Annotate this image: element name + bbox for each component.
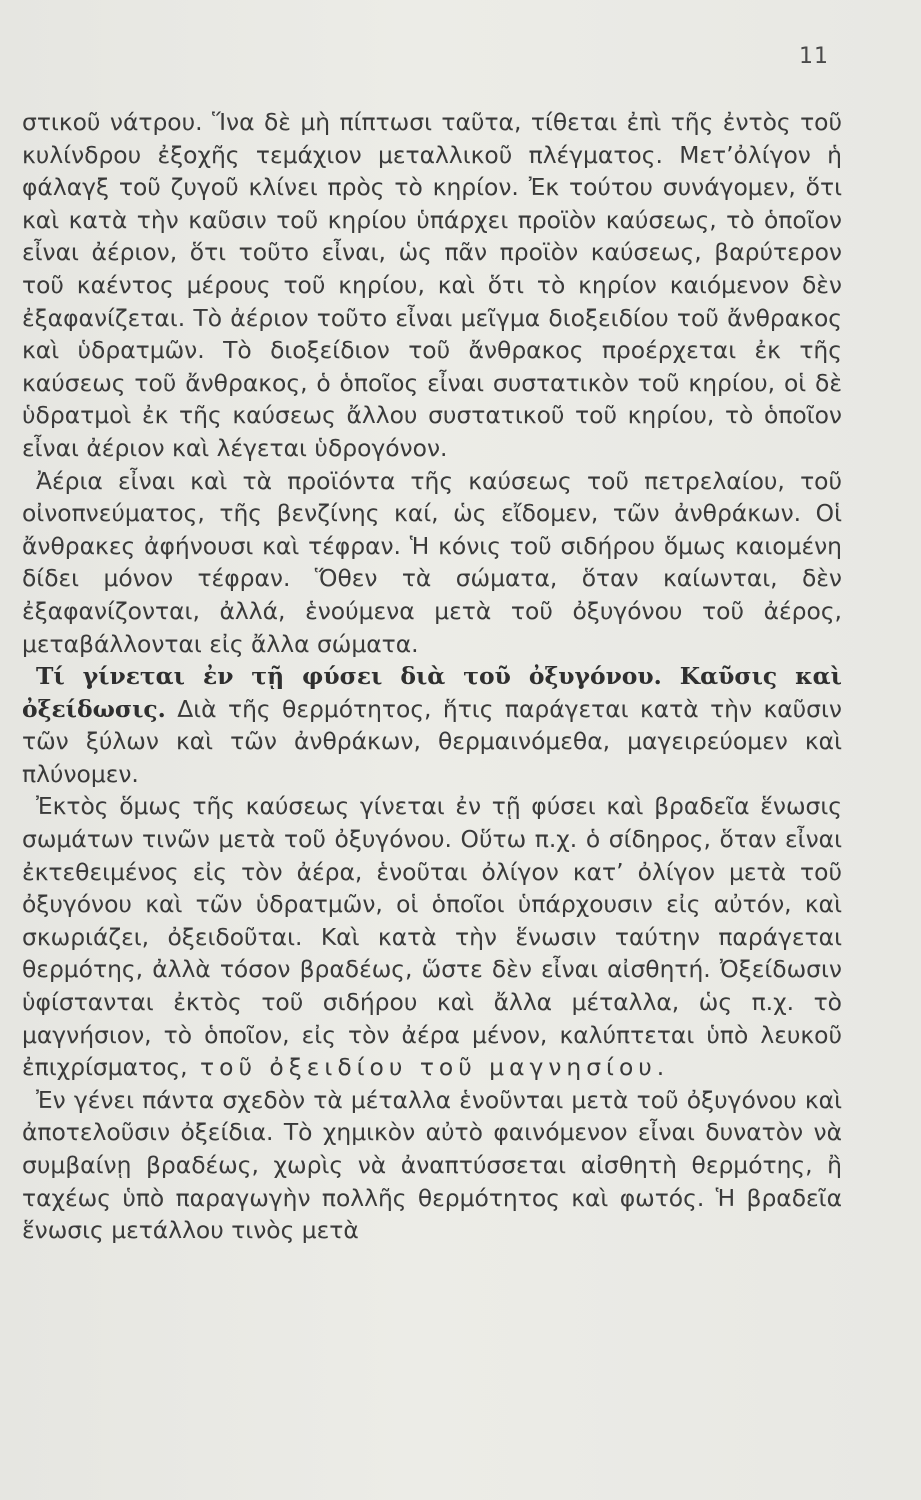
paragraph-4-text: Ἐκτὸς ὅμως τῆς καύσεως γίνεται ἐν τῇ φύσει καὶ βραδεῖα ἕνωσις σωμάτων τινῶν μετὰ τοῦ ὀξυγόνου. Οὕτω π.χ. ὁ σίδηρος, ὅταν εἶναι ἐκτεθειμένος εἰς τὸν ἀέρα, ἑνοῦται ὀλίγον κατ’ ὀλίγον μετὰ τοῦ ὀξυγόνου καὶ τῶν ὑδρατμῶν, οἱ ὁποῖοι ὑπάρχουσιν εἰς αὐτόν, καὶ σκωριάζει, ὀξειδοῦται. Καὶ κατὰ τὴν ἕνωσιν ταύτην παράγεται θερμότης, ἀλλὰ τόσον βραδέως, ὥστε δὲν εἶναι αἰσθητή. Ὀξείδωσιν ὑφίστανται ἐκτὸς τοῦ σιδήρου καὶ ἄλλα μέταλλα, ὡς π.χ. τὸ μαγνήσιον, τὸ ὁποῖον, εἰς τὸν ἀέρα μένον, καλύπτεται ὑπὸ λευκοῦ ἐπιχρίσματος, [22,792,842,1082]
body-text [22,106,842,1247]
spaced-emphasis: τοῦ ὀξειδίου τοῦ μαγνησίου. [187,1053,670,1082]
paragraph-1: στικοῦ νάτρου. Ἵνα δὲ μὴ πίπτωσι ταῦτα, τίθεται ἐπὶ τῆς ἐντὸς τοῦ κυλίνδρου ἐξοχῆς τεμάχιον μεταλλικοῦ πλέγματος. Μετ’ὀλίγον ἡ φάλαγξ τοῦ ζυγοῦ κλίνει πρὸς τὸ κηρίον. Ἐκ τούτου συνάγομεν, ὅτι καὶ κατὰ τὴν καῦσιν τοῦ κηρίου ὑπάρχει προϊὸν καύσεως, τὸ ὁποῖον εἶναι ἀέριον, ὅτι τοῦτο εἶναι, ὡς πᾶν προϊὸν καύσεως, βαρύτερον τοῦ καέντος μέρους τοῦ κηρίου, καὶ ὅτι τὸ κηρίον καιόμενον δὲν ἐξαφανίζεται. Τὸ ἀέριον τοῦτο εἶναι μεῖγμα διοξειδίου τοῦ ἄνθρακος καὶ ὑδρατμῶν. Τὸ διοξείδιον τοῦ ἄνθρακος προέρχεται ἐκ τῆς καύσεως τοῦ ἄνθρακος, ὁ ὁποῖος εἶναι συστατικὸν τοῦ κηρίου, οἱ δὲ ὑδρατμοὶ ἐκ τῆς καύσεως ἄλλου συστατικοῦ τοῦ κηρίου, τὸ ὁποῖον εἶναι ἀέριον καὶ λέγεται ὑδρογόνον. [22,108,842,462]
section-heading: Τί γίνεται ἐν τῇ φύσει διὰ τοῦ ὀξυγόνου. Καῦσις καὶ ὀξείδωσις. [22,662,842,723]
section-text: Διὰ τῆς θερμότητος, ἥτις παράγεται κατὰ τὴν καῦσιν τῶν ξύλων καὶ τῶν ἀνθράκων, θερμαινόμεθα, μαγειρεύομεν καὶ πλύνομεν. [22,694,842,788]
page-number: 11 [799,44,829,69]
paragraph-5: Ἐν γένει πάντα σχεδὸν τὰ μέταλλα ἑνοῦνται μετὰ τοῦ ὀξυγόνου καὶ ἀποτελοῦσιν ὀξείδια. Τὸ χημικὸν αὐτὸ φαινόμενον εἶναι δυνατὸν νὰ συμβαίνῃ βραδέως, χωρὶς νὰ ἀναπτύσσεται αἰσθητὴ θερμότης, ἢ ταχέως ὑπὸ παραγωγὴν πολλῆς θερμότητος καὶ φωτός. Ἡ βραδεῖα ἕνωσις μετάλλου τινὸς μετὰ [22,1085,842,1245]
paragraph-3 [22,660,842,790]
paragraph-4 [22,790,842,1083]
paragraph-2: Ἀέρια εἶναι καὶ τὰ προϊόντα τῆς καύσεως τοῦ πετρελαίου, τοῦ οἰνοπνεύματος, τῆς βενζίνης καί, ὡς εἴδομεν, τῶν ἀνθράκων. Οἱ ἄνθρακες ἀφήνουσι καὶ τέφραν. Ἡ κόνις τοῦ σιδήρου ὅμως καιομένη δίδει μόνον τέφραν. Ὅθεν τὰ σώματα, ὅταν καίωνται, δὲν ἐξαφανίζονται, ἀλλά, ἑνούμενα μετὰ τοῦ ὀξυγόνου τοῦ ἀέρος, μεταβάλλονται εἰς ἄλλα σώματα. [22,466,842,658]
